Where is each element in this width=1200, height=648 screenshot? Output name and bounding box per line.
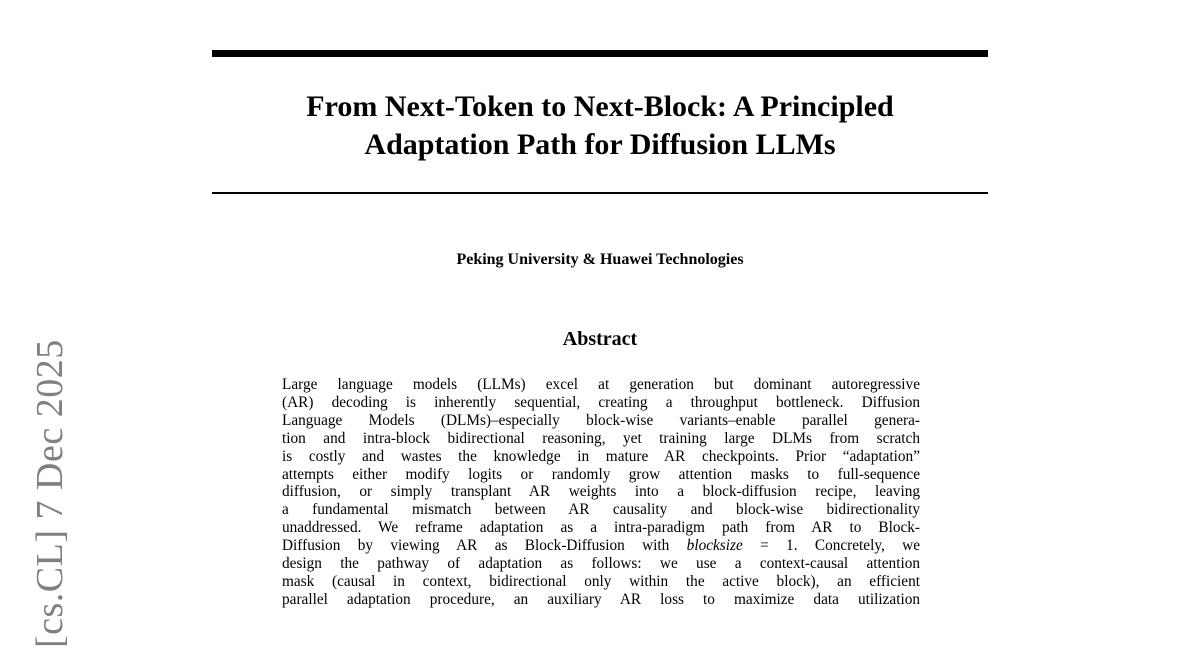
- abstract-line: Large language models (LLMs) excel at generation but dominant autoregressive: [282, 376, 920, 393]
- inline-math-blocksize: blocksize: [686, 537, 743, 555]
- arxiv-side-stamp: [cs.CL] 7 Dec 2025: [29, 339, 71, 648]
- abstract-line-tail: = 1. Concretely, we: [742, 537, 920, 555]
- title-line-1: From Next-Token to Next-Block: A Principled: [306, 90, 894, 123]
- title-line-2: Adaptation Path for Diffusion LLMs: [364, 128, 836, 161]
- abstract-line: Language Models (DLMs)–especially block-wise variants–enable parallel genera-: [282, 411, 920, 429]
- abstract-line: a fundamental mismatch between AR causality and block-wise bidirectionality: [282, 501, 920, 519]
- abstract-line: is costly and wastes the knowledge in mature AR checkpoints. Prior “adaptation”: [282, 447, 920, 465]
- abstract-line: diffusion, or simply transplant AR weights into a block-diffusion recipe, leaving: [282, 483, 920, 501]
- abstract-line: design the pathway of adaptation as follows: we use a context-causal attention: [282, 555, 920, 573]
- abstract-line: tion and intra-block bidirectional reasoning, yet training large DLMs from scratch: [282, 429, 920, 447]
- title-bottom-rule: [212, 192, 988, 194]
- abstract-line-with-math: [282, 537, 920, 555]
- abstract-heading: Abstract: [562, 328, 638, 350]
- paper-title: [212, 88, 988, 164]
- abstract-line: attempts either modify logits or randomly grow attention masks to full-sequence: [282, 465, 920, 483]
- author-affiliation: Peking University & Huawei Technologies: [456, 251, 744, 268]
- abstract-line-text: Diffusion by viewing AR as Block-Diffusion with: [282, 537, 687, 555]
- top-rule: [212, 50, 988, 57]
- abstract-body: [282, 376, 920, 609]
- abstract-line: parallel adaptation procedure, an auxiliary AR loss to maximize data utilization: [282, 590, 920, 608]
- abstract-line: mask (causal in context, bidirectional only within the active block), an efficient: [282, 572, 920, 590]
- abstract-line: (AR) decoding is inherently sequential, creating a throughput bottleneck. Diffusion: [282, 393, 920, 411]
- abstract-line: unaddressed. We reframe adaptation as a intra-paradigm path from AR to Block-: [282, 519, 920, 537]
